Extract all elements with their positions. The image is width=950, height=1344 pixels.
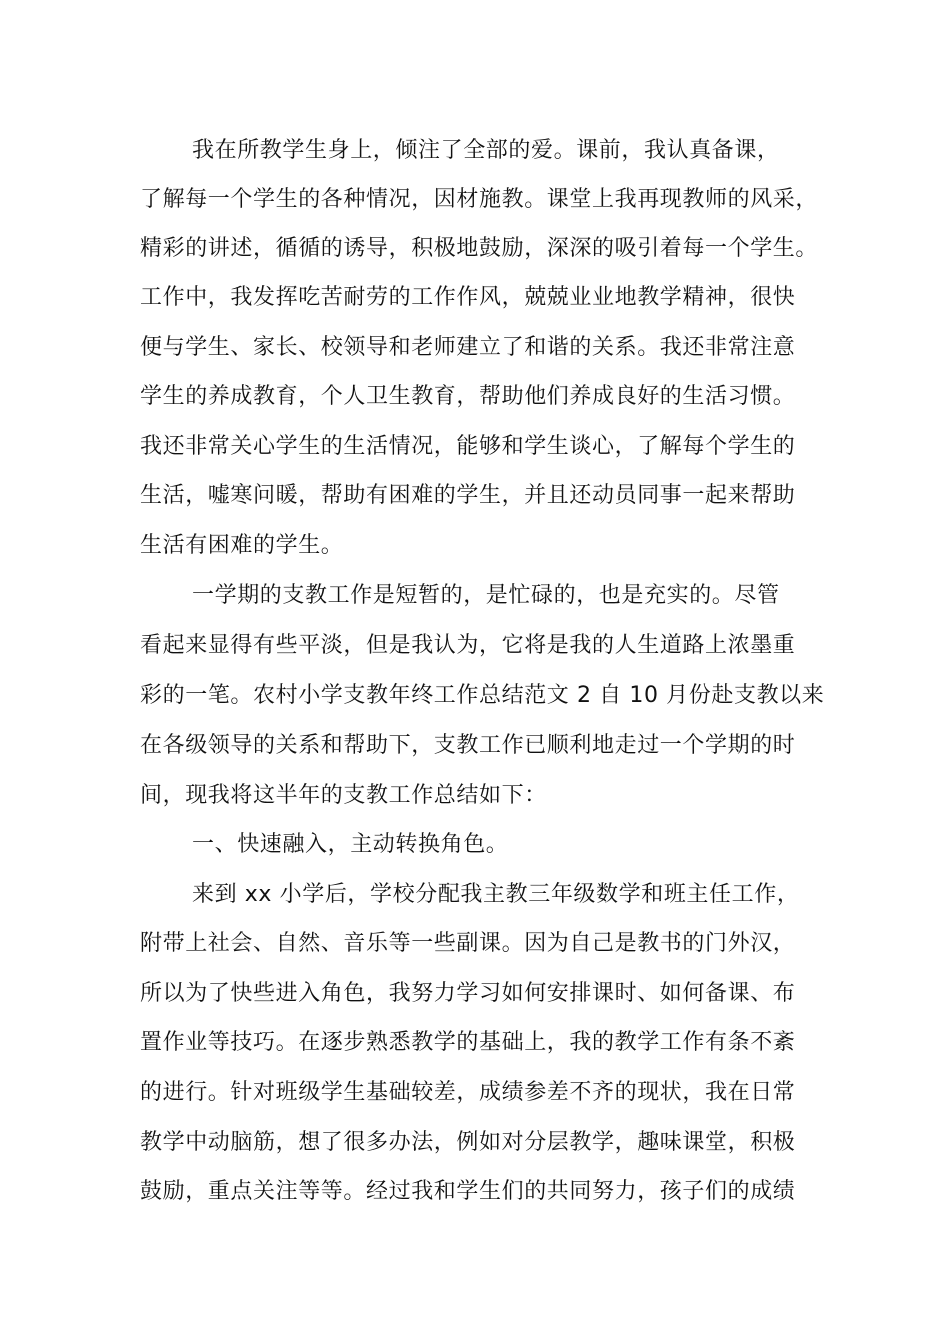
text-line: 所以为了快些进入角色，我努力学习如何安排课时、如何备课、布	[140, 981, 796, 1006]
text-line: 我在所教学生身上，倾注了全部的爱。课前，我认真备课，	[192, 138, 780, 163]
text-line: 了解每一个学生的各种情况，因材施教。课堂上我再现教师的风采，	[140, 187, 819, 212]
text-line: 附带上社会、自然、音乐等一些副课。因为自己是教书的门外汉，	[140, 931, 796, 956]
text-line: 教学中动脑筋，想了很多办法，例如对分层教学，趣味课堂，积极	[140, 1130, 796, 1155]
text-line: 鼓励，重点关注等等。经过我和学生们的共同努力，孩子们的成绩	[140, 1179, 796, 1204]
text-line: 的进行。针对班级学生基础较差，成绩参差不齐的现状，我在日常	[140, 1080, 796, 1105]
text-line: 间，现我将这半年的支教工作总结如下：	[140, 783, 547, 808]
text-line: 生活有困难的学生。	[140, 533, 344, 558]
text-line: 看起来显得有些平淡，但是我认为，它将是我的人生道路上浓墨重	[140, 633, 796, 658]
text-line: 生活，嘘寒问暖，帮助有困难的学生，并且还动员同事一起来帮助	[140, 483, 796, 508]
section-heading: 一、快速融入，主动转换角色。	[192, 832, 509, 857]
text-line: 来到 xx 小学后，学校分配我主教三年级数学和班主任工作，	[192, 882, 800, 907]
text-line: 学生的养成教育，个人卫生教育，帮助他们养成良好的生活习惯。	[140, 384, 796, 409]
text-line: 工作中，我发挥吃苦耐劳的工作作风，兢兢业业地教学精神，很快	[140, 285, 796, 310]
text-line: 我还非常关心学生的生活情况，能够和学生谈心，了解每个学生的	[140, 434, 796, 459]
text-line: 彩的一笔。农村小学支教年终工作总结范文 2 自 10 月份赴支教以来	[140, 683, 825, 708]
text-line: 一学期的支教工作是短暂的，是忙碌的，也是充实的。尽管	[192, 583, 780, 608]
text-line: 便与学生、家长、校领导和老师建立了和谐的关系。我还非常注意	[140, 335, 796, 360]
text-line: 精彩的讲述，循循的诱导，积极地鼓励，深深的吸引着每一个学生。	[140, 236, 819, 261]
text-line: 置作业等技巧。在逐步熟悉教学的基础上，我的教学工作有条不紊	[140, 1030, 796, 1055]
text-line: 在各级领导的关系和帮助下，支教工作已顺利地走过一个学期的时	[140, 733, 796, 758]
